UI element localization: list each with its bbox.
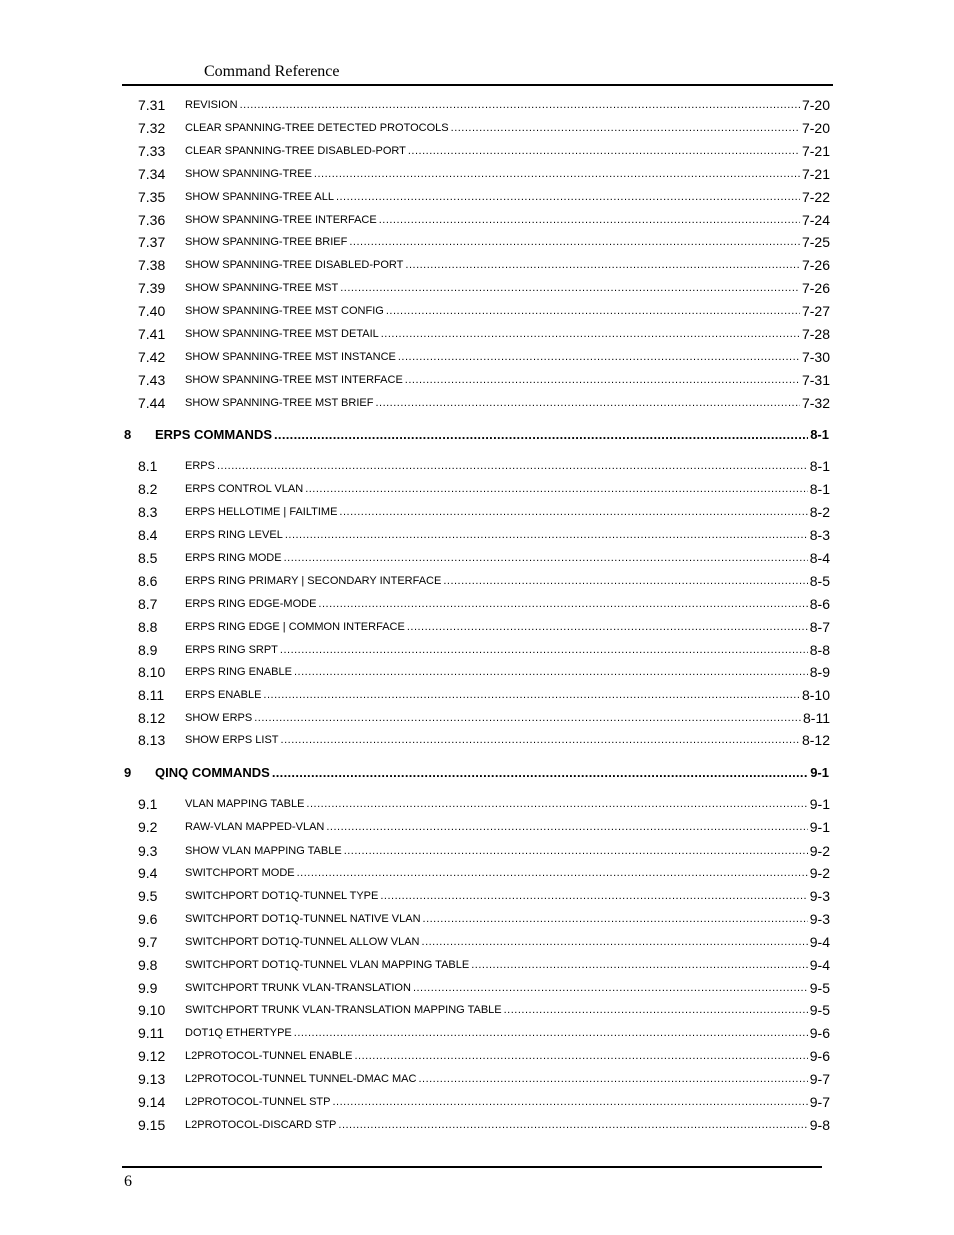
toc-entry-number: 8	[124, 427, 132, 442]
toc-entry-title: SWITCHPORT DOT1Q-TUNNEL ALLOW VLAN	[185, 936, 420, 948]
toc-entry[interactable]	[138, 1068, 830, 1088]
toc-leader-dots	[413, 980, 808, 997]
toc-entry-number: 7.36	[138, 212, 166, 228]
toc-leader-dots	[314, 166, 800, 183]
toc-leader-dots	[332, 1094, 807, 1111]
toc-entry[interactable]	[138, 524, 830, 544]
toc-entry-page: 7-32	[801, 395, 830, 411]
toc-leader-dots	[326, 819, 807, 836]
toc-entry-title: SWITCHPORT TRUNK VLAN-TRANSLATION	[185, 982, 411, 994]
toc-entry-title: ERPS RING EDGE | COMMON INTERFACE	[185, 621, 405, 633]
toc-entry-title: SHOW SPANNING-TREE MST DETAIL	[185, 328, 379, 340]
toc-entry-page: 7-30	[801, 349, 830, 365]
toc-entry-page: 9-4	[809, 957, 830, 973]
toc-entry-title: ERPS RING EDGE-MODE	[185, 598, 317, 610]
toc-entry[interactable]	[138, 501, 830, 521]
toc-entry-page: 9-8	[809, 1117, 830, 1133]
toc-entry-number: 7.38	[138, 257, 166, 273]
toc-entry-title: L2PROTOCOL-DISCARD STP	[185, 1119, 337, 1131]
toc-entry-page: 7-24	[801, 212, 830, 228]
toc-entry-title: SWITCHPORT MODE	[185, 867, 295, 879]
toc-entry-title: SHOW SPANNING-TREE BRIEF	[185, 236, 348, 248]
toc-entry-title: CLEAR SPANNING-TREE DETECTED PROTOCOLS	[185, 122, 449, 134]
toc-entry[interactable]	[138, 455, 830, 475]
toc-entry-title: QINQ COMMANDS	[155, 765, 270, 780]
toc-entry-page: 8-11	[803, 710, 830, 726]
toc-entry-number: 7.37	[138, 234, 166, 250]
toc-entry[interactable]	[138, 547, 830, 567]
toc-leader-dots	[379, 212, 800, 229]
toc-entry-page: 9-1	[810, 765, 829, 780]
toc-entry-page: 8-3	[809, 527, 830, 543]
toc-chapter-entry[interactable]	[124, 423, 829, 443]
toc-entry[interactable]	[138, 478, 830, 498]
toc-entry-page: 7-20	[801, 120, 830, 136]
toc-entry-title: ERPS RING ENABLE	[185, 666, 292, 678]
toc-entry-page: 7-20	[801, 97, 830, 113]
toc-leader-dots	[381, 326, 800, 343]
toc-entry-title: SWITCHPORT DOT1Q-TUNNEL NATIVE VLAN	[185, 913, 421, 925]
toc-entry-number: 9.13	[138, 1071, 166, 1087]
toc-entry[interactable]	[138, 816, 830, 836]
toc-entry-number: 8.12	[138, 710, 166, 726]
toc-entry-number: 8.8	[138, 619, 158, 635]
toc-leader-dots	[423, 911, 808, 928]
toc-entry-page: 8-12	[801, 732, 830, 748]
toc-entry[interactable]	[138, 1114, 830, 1134]
toc-entry-number: 9.4	[138, 865, 158, 881]
toc-entry-title: SHOW SPANNING-TREE	[185, 168, 312, 180]
toc-entry[interactable]	[138, 661, 830, 681]
toc-entry-title: DOT1Q ETHERTYPE	[185, 1027, 292, 1039]
toc-entry-title: ERPS CONTROL VLAN	[185, 483, 304, 495]
toc-entry-page: 8-2	[809, 504, 830, 520]
toc-entry-number: 9.8	[138, 957, 158, 973]
toc-entry-page: 8-6	[809, 596, 830, 612]
toc-entry[interactable]	[138, 908, 830, 928]
toc-entry-number: 9	[124, 765, 132, 780]
toc-entry-number: 8.11	[138, 687, 165, 703]
toc-entry-title: SHOW SPANNING-TREE MST INTERFACE	[185, 374, 403, 386]
toc-entry-page: 8-4	[809, 550, 830, 566]
toc-entry-number: 8.4	[138, 527, 158, 543]
toc-entry-number: 8.3	[138, 504, 158, 520]
toc-entry-number: 9.5	[138, 888, 158, 904]
toc-entry-number: 8.7	[138, 596, 158, 612]
toc-entry[interactable]	[138, 639, 830, 659]
toc-leader-dots	[398, 349, 800, 366]
toc-entry-page: 9-5	[809, 1002, 830, 1018]
toc-leader-dots	[504, 1002, 808, 1019]
toc-entry[interactable]	[138, 277, 830, 297]
toc-entry-number: 7.40	[138, 303, 166, 319]
toc-leader-dots	[284, 550, 808, 567]
toc-entry-number: 8.9	[138, 642, 158, 658]
toc-leader-dots	[355, 1048, 808, 1065]
toc-leader-dots	[294, 664, 808, 681]
toc-entry-title: SHOW VLAN MAPPING TABLE	[185, 845, 342, 857]
toc-entry-page: 7-21	[801, 143, 830, 159]
toc-leader-dots	[407, 619, 808, 636]
toc-entry[interactable]	[138, 684, 830, 704]
toc-entry-page: 9-6	[809, 1025, 830, 1041]
toc-entry-title: CLEAR SPANNING-TREE DISABLED-PORT	[185, 145, 406, 157]
toc-entry-number: 9.1	[138, 796, 158, 812]
toc-entry-page: 9-3	[809, 888, 830, 904]
toc-leader-dots	[339, 504, 807, 521]
toc-entry-title: SHOW SPANNING-TREE DISABLED-PORT	[185, 259, 404, 271]
toc-entry-page: 9-7	[809, 1071, 830, 1087]
toc-entry-number: 9.15	[138, 1117, 166, 1133]
toc-entry[interactable]	[138, 885, 830, 905]
toc-entry-number: 7.35	[138, 189, 166, 205]
toc-entry[interactable]	[138, 346, 830, 366]
toc-entry-number: 7.44	[138, 395, 166, 411]
toc-entry-title: SHOW SPANNING-TREE MST INSTANCE	[185, 351, 396, 363]
toc-entry-number: 7.31	[138, 97, 166, 113]
toc-entry-page: 9-4	[809, 934, 830, 950]
toc-leader-dots	[338, 1117, 807, 1134]
toc-entry-page: 9-6	[809, 1048, 830, 1064]
toc-entry[interactable]	[138, 570, 830, 590]
toc-leader-dots	[272, 764, 808, 781]
toc-entry-number: 8.5	[138, 550, 158, 566]
toc-chapter-entry[interactable]	[124, 761, 829, 781]
toc-leader-dots	[217, 458, 808, 475]
toc-entry-title: ERPS	[185, 460, 215, 472]
toc-entry-number: 8.13	[138, 732, 166, 748]
toc-entry-page: 8-1	[809, 458, 830, 474]
toc-entry[interactable]	[138, 209, 830, 229]
toc-leader-dots	[405, 257, 800, 274]
toc-leader-dots	[451, 120, 800, 137]
toc-entry[interactable]	[138, 392, 830, 412]
toc-entry-number: 9.7	[138, 934, 158, 950]
toc-leader-dots	[349, 234, 800, 251]
toc-leader-dots	[471, 957, 808, 974]
toc-entry[interactable]	[138, 931, 830, 951]
toc-entry[interactable]	[138, 862, 830, 882]
page-number: 6	[124, 1173, 132, 1190]
toc-entry-page: 9-2	[809, 865, 830, 881]
toc-entry[interactable]	[138, 323, 830, 343]
toc-leader-dots	[344, 843, 808, 860]
toc-entry-title: SHOW SPANNING-TREE INTERFACE	[185, 214, 377, 226]
toc-entry-title: RAW-VLAN MAPPED-VLAN	[185, 821, 325, 833]
toc-entry-title: ERPS ENABLE	[185, 689, 262, 701]
toc-entry-number: 7.34	[138, 166, 166, 182]
toc-entry[interactable]	[138, 707, 830, 727]
toc-entry-title: SHOW SPANNING-TREE MST	[185, 282, 339, 294]
toc-entry-number: 9.12	[138, 1048, 166, 1064]
toc-entry[interactable]	[138, 369, 830, 389]
toc-leader-dots	[240, 97, 800, 114]
header-divider	[122, 84, 833, 86]
toc-entry-page: 9-1	[809, 796, 830, 812]
toc-leader-dots	[294, 1025, 808, 1042]
toc-entry-page: 7-21	[801, 166, 830, 182]
toc-entry[interactable]	[138, 793, 830, 813]
toc-leader-dots	[386, 303, 800, 320]
toc-entry-page: 7-22	[801, 189, 830, 205]
toc-entry-number: 7.39	[138, 280, 166, 296]
toc-leader-dots	[305, 481, 808, 498]
toc-entry-title: SWITCHPORT TRUNK VLAN-TRANSLATION MAPPING TABLE	[185, 1004, 502, 1016]
toc-entry[interactable]	[138, 999, 830, 1019]
toc-entry-page: 8-10	[801, 687, 830, 703]
toc-entry-number: 9.14	[138, 1094, 166, 1110]
toc-entry[interactable]	[138, 593, 830, 613]
toc-entry-number: 7.43	[138, 372, 166, 388]
toc-entry-title: SWITCHPORT DOT1Q-TUNNEL VLAN MAPPING TABLE	[185, 959, 470, 971]
toc-entry-number: 8.1	[138, 458, 158, 474]
toc-entry-page: 7-27	[801, 303, 830, 319]
toc-entry[interactable]	[138, 1091, 830, 1111]
toc-leader-dots	[336, 189, 800, 206]
toc-entry-title: L2PROTOCOL-TUNNEL STP	[185, 1096, 331, 1108]
toc-entry[interactable]	[138, 163, 830, 183]
toc-leader-dots	[422, 934, 808, 951]
toc-entry-page: 9-3	[809, 911, 830, 927]
toc-leader-dots	[254, 710, 801, 727]
toc-entry-number: 8.10	[138, 664, 166, 680]
toc-entry-title: ERPS RING SRPT	[185, 644, 278, 656]
toc-entry-title: SHOW SPANNING-TREE MST CONFIG	[185, 305, 384, 317]
toc-entry-number: 7.42	[138, 349, 166, 365]
toc-entry-number: 8.6	[138, 573, 158, 589]
toc-entry[interactable]	[138, 117, 830, 137]
toc-leader-dots	[443, 573, 807, 590]
toc-entry-title: SHOW ERPS	[185, 712, 253, 724]
toc-entry[interactable]	[138, 254, 830, 274]
toc-entry-title: SWITCHPORT DOT1Q-TUNNEL TYPE	[185, 890, 379, 902]
toc-entry-number: 9.2	[138, 819, 158, 835]
toc-entry-title: L2PROTOCOL-TUNNEL ENABLE	[185, 1050, 353, 1062]
toc-entry-number: 7.33	[138, 143, 166, 159]
toc-entry-page: 9-7	[809, 1094, 830, 1110]
toc-entry-title: ERPS HELLOTIME | FAILTIME	[185, 506, 338, 518]
toc-entry-title: L2PROTOCOL-TUNNEL TUNNEL-DMAC MAC	[185, 1073, 417, 1085]
toc-entry-number: 9.9	[138, 980, 158, 996]
toc-entry-title: REVISION	[185, 99, 238, 111]
page-header-title: Command Reference	[204, 63, 340, 80]
toc-entry-page: 9-5	[809, 980, 830, 996]
toc-entry-page: 8-1	[810, 427, 829, 442]
toc-entry-page: 7-26	[801, 280, 830, 296]
toc-entry-page: 9-1	[809, 819, 830, 835]
toc-entry[interactable]	[138, 840, 830, 860]
toc-entry-page: 8-5	[809, 573, 830, 589]
toc-entry-page: 7-31	[801, 372, 830, 388]
toc-leader-dots	[274, 426, 808, 443]
toc-entry-page: 7-26	[801, 257, 830, 273]
toc-entry-title: ERPS COMMANDS	[155, 427, 273, 442]
toc-leader-dots	[380, 888, 807, 905]
toc-leader-dots	[318, 596, 807, 613]
toc-entry-title: SHOW SPANNING-TREE MST BRIEF	[185, 397, 374, 409]
toc-entry[interactable]	[138, 231, 830, 251]
toc-entry[interactable]	[138, 977, 830, 997]
toc-entry-page: 8-7	[809, 619, 830, 635]
toc-leader-dots	[306, 796, 807, 813]
toc-entry-title: VLAN MAPPING TABLE	[185, 798, 305, 810]
toc-entry-number: 8.2	[138, 481, 158, 497]
toc-entry-title: SHOW ERPS LIST	[185, 734, 279, 746]
toc-entry[interactable]	[138, 729, 830, 749]
toc-entry-page: 8-8	[809, 642, 830, 658]
toc-entry[interactable]	[138, 94, 830, 114]
toc-leader-dots	[340, 280, 800, 297]
toc-leader-dots	[408, 143, 800, 160]
toc-entry-number: 9.10	[138, 1002, 166, 1018]
toc-leader-dots	[418, 1071, 807, 1088]
toc-entry-page: 7-28	[801, 326, 830, 342]
toc-entry[interactable]	[138, 1022, 830, 1042]
toc-leader-dots	[375, 395, 800, 412]
toc-entry-number: 9.3	[138, 843, 158, 859]
toc-entry-title: ERPS RING PRIMARY | SECONDARY INTERFACE	[185, 575, 442, 587]
toc-leader-dots	[263, 687, 800, 704]
toc-entry[interactable]	[138, 616, 830, 636]
toc-entry-page: 9-2	[809, 843, 830, 859]
toc-entry[interactable]	[138, 186, 830, 206]
toc-leader-dots	[297, 865, 808, 882]
toc-leader-dots	[281, 732, 800, 749]
toc-entry-page: 8-1	[809, 481, 830, 497]
toc-leader-dots	[285, 527, 808, 544]
toc-leader-dots	[280, 642, 808, 659]
toc-entry-number: 7.32	[138, 120, 166, 136]
toc-entry[interactable]	[138, 1045, 830, 1065]
toc-entry-title: ERPS RING LEVEL	[185, 529, 283, 541]
toc-entry[interactable]	[138, 300, 830, 320]
toc-entry[interactable]	[138, 954, 830, 974]
footer-divider	[122, 1166, 822, 1168]
toc-entry-number: 7.41	[138, 326, 166, 342]
toc-entry[interactable]	[138, 140, 830, 160]
toc-entry-number: 9.11	[138, 1025, 165, 1041]
toc-entry-page: 8-9	[809, 664, 830, 680]
toc-entry-number: 9.6	[138, 911, 158, 927]
toc-entry-title: SHOW SPANNING-TREE ALL	[185, 191, 334, 203]
toc-entry-title: ERPS RING MODE	[185, 552, 282, 564]
toc-entry-page: 7-25	[801, 234, 830, 250]
toc-leader-dots	[405, 372, 800, 389]
